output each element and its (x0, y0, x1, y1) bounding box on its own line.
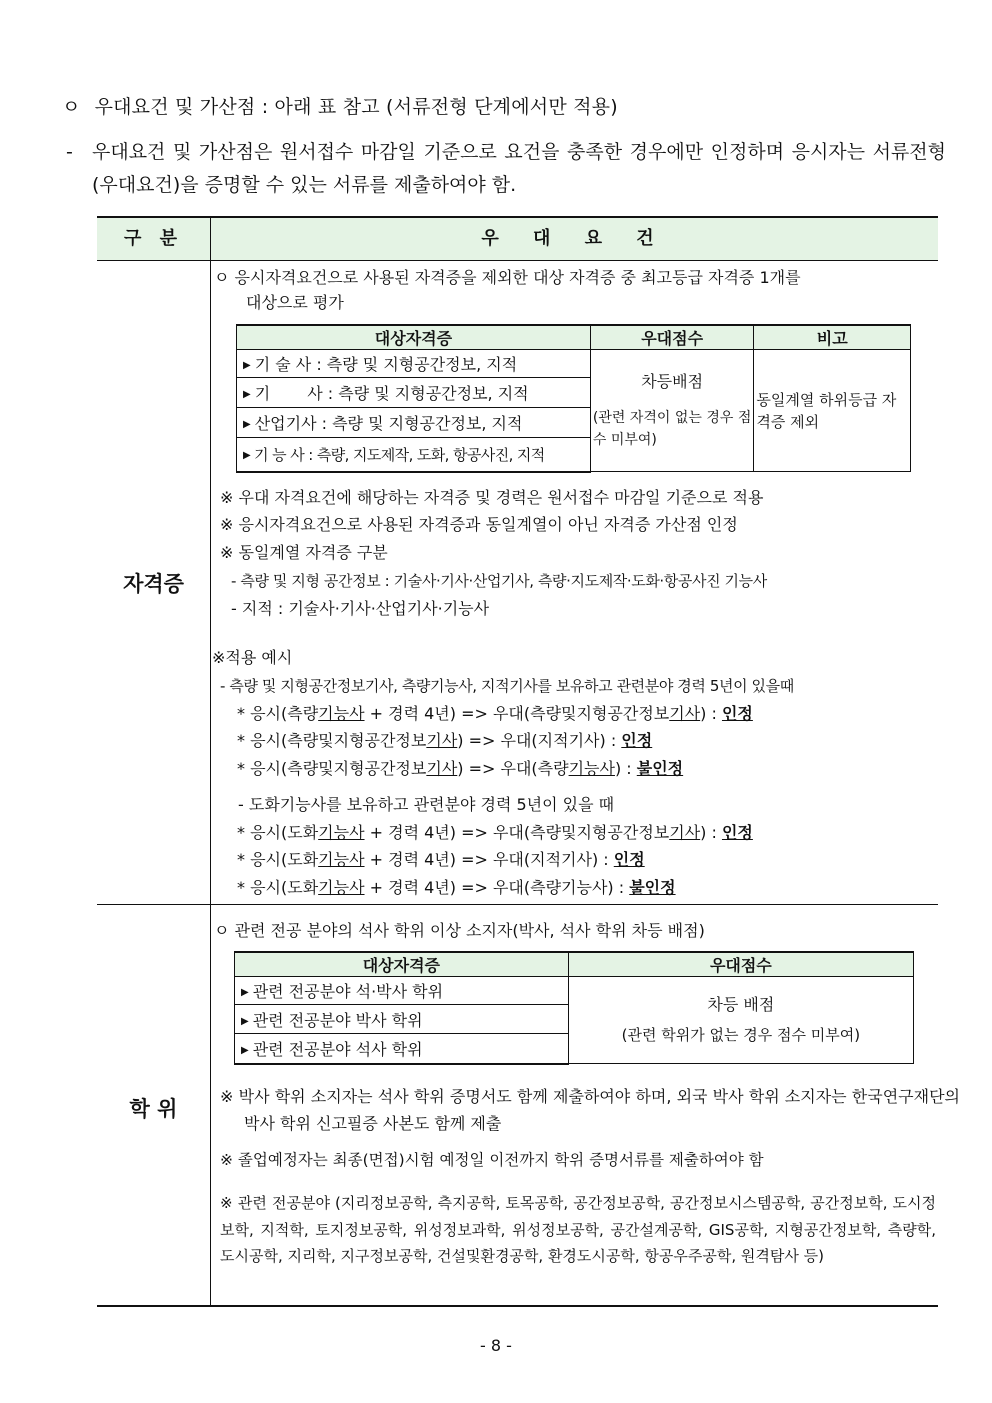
ex-underline: 기능사 (318, 878, 365, 897)
cert-note-4: - 측량 및 지형 공간정보 : 기술사·기사·산업기사, 측량·지도제작·도화·항공사진 기능사 (231, 572, 767, 590)
cert-note-5: - 지적 : 기술사·기사·산업기사·기능사 (231, 599, 490, 618)
intro-line-2-text: 우대요건 및 가산점은 원서접수 마감일 기준으로 요건을 충족한 경우에만 인정하며 응시자는 서류전형(우대요건)을 증명할 수 있는 서류를 제출하여야 함. (92, 141, 946, 196)
ex-result: 불인정 (629, 878, 676, 897)
example2-line-1 (237, 821, 753, 845)
header-category: 구 분 (97, 218, 211, 260)
table-row (235, 977, 914, 1005)
ex-text: * 응시(측량 (237, 704, 319, 723)
degree-target-text: 관련 전공분야 석·박사 학위 (252, 982, 444, 1001)
cert-target-cell (237, 408, 591, 438)
degree-note-3: ※ 관련 전공분야 (지리정보공학, 측지공학, 토목공학, 공간정보공학, 공간정보시스템공학, 공간정보학, 도시정보학, 지적학, 토지정보공학, 위성정보과학, 위성정보공학, 공간설계공학, GIS공학, 지형공간정보학, 측량학, 도시공학, 지리학, 지구정보공학, 건설및환경공학, 환경도시공학, 항공우주공학, 원격탐사 등) (220, 1194, 936, 1265)
cert-intro-line-1: ㅇ 응시자격요건으로 사용된 자격증을 제외한 대상 자격증 중 최고등급 자격증 1개를 (214, 268, 801, 287)
cert-score-sub: (관련 자격이 없는 경우 점수 미부여) (592, 409, 752, 448)
cert-note-3: ※ 동일계열 자격증 구분 (220, 543, 388, 562)
cert-col-target: 대상자격증 (237, 325, 591, 350)
ex-text: + 경력 4년) => 우대(측량및지형공간정보 (364, 704, 670, 723)
degree-score-cell (568, 977, 913, 1064)
ex-text: * 응시(도화 (237, 878, 319, 897)
cert-target-cell (237, 378, 591, 408)
triangle-right-icon: ▶ (241, 987, 249, 998)
degree-col-score: 우대점수 (568, 952, 913, 977)
example1-line-3 (237, 757, 683, 781)
ex-text: ) : (700, 823, 722, 842)
table-row (237, 350, 911, 378)
ex-text: ) : (700, 704, 722, 723)
ex-result: 인정 (721, 704, 753, 723)
intro-line-2 (66, 136, 946, 202)
ex-underline: 기사 (426, 731, 458, 750)
cert-target-text: 기 사 : 측량 및 지형공간정보, 지적 (254, 384, 529, 403)
example1-intro: - 측량 및 지형공간정보기사, 측량기능사, 지적기사를 보유하고 관련분야 경력 5년이 있을때 (220, 677, 794, 695)
degree-inner-header-row (235, 952, 914, 977)
ex-text: ) => 우대(측량 (457, 759, 569, 778)
cert-intro-line-2: 대상으로 평가 (246, 293, 344, 312)
column-divider (210, 260, 211, 1307)
cert-col-note: 비고 (754, 325, 911, 350)
ex-result: 불인정 (636, 759, 684, 778)
cert-target-cell (237, 438, 591, 472)
preference-table (97, 216, 960, 1307)
cert-note-1: ※ 우대 자격요건에 해당하는 자격증 및 경력은 원서접수 마감일 기준으로 적용 (220, 488, 764, 507)
triangle-right-icon: ▶ (243, 449, 251, 461)
ex-underline: 기능사 (568, 759, 615, 778)
triangle-right-icon: ▶ (243, 360, 251, 371)
degree-target-text: 관련 전공분야 박사 학위 (252, 1010, 423, 1030)
ex-text: + 경력 4년) => 우대(지적기사) : (364, 850, 614, 869)
ex-underline: 기사 (669, 704, 701, 723)
cert-col-score: 우대점수 (590, 325, 754, 350)
cert-note-text: 동일계열 하위등급 자격증 제외 (756, 390, 897, 431)
degree-target-cell (235, 1005, 569, 1034)
triangle-right-icon: ▶ (241, 1044, 249, 1056)
dash-marker: - (66, 141, 73, 163)
intro-line-1 (62, 92, 618, 119)
cert-target-cell (237, 350, 591, 378)
example2-line-2 (237, 848, 645, 872)
degree-intro: ㅇ 관련 전공 분야의 석사 학위 이상 소지자(박사, 석사 학위 차등 배점) (214, 921, 705, 940)
ex-underline: 기능사 (318, 823, 365, 842)
cert-target-text: 기 능 사 : 측량, 지도제작, 도화, 항공사진, 지적 (254, 445, 545, 464)
ex-result: 인정 (613, 850, 645, 869)
degree-target-text: 관련 전공분야 석사 학위 (252, 1039, 423, 1059)
degree-inner-table (234, 951, 914, 1065)
triangle-right-icon: ▶ (243, 389, 251, 400)
degree-score-sub: (관련 학위가 없는 경우 점수 미부여) (621, 1026, 861, 1044)
example-title: ※적용 예시 (212, 648, 293, 667)
row-divider (97, 904, 938, 905)
degree-note-2: ※ 졸업예정자는 최종(면접)시험 예정일 이전까지 학위 증명서류를 제출하여야 함 (220, 1151, 764, 1169)
cert-target-text: 기 술 사 : 측량 및 지형공간정보, 지적 (254, 355, 518, 374)
ex-result: 인정 (721, 823, 753, 842)
ex-text: * 응시(측량및지형공간정보 (237, 759, 427, 778)
degree-target-cell (235, 1034, 569, 1064)
example1-line-2 (237, 729, 652, 753)
ex-result: 인정 (621, 731, 653, 750)
degree-score-main: 차등 배점 (707, 995, 775, 1014)
ex-text: + 경력 4년) => 우대(측량및지형공간정보 (364, 823, 670, 842)
ex-underline: 기능사 (318, 850, 365, 869)
intro-line-1-text: 우대요건 및 가산점 : 아래 표 참고 (서류전형 단계에서만 적용) (94, 96, 618, 118)
ex-text: ) => 우대(지적기사) : (457, 731, 622, 750)
row-label-degree: 학 위 (129, 1097, 178, 1121)
table-header (97, 216, 938, 261)
ex-underline: 기사 (669, 823, 701, 842)
cert-target-text: 산업기사 : 측량 및 지형공간정보, 지적 (254, 414, 523, 433)
degree-col-target: 대상자격증 (235, 952, 569, 977)
ex-underline: 기능사 (318, 704, 365, 723)
ex-text: * 응시(도화 (237, 823, 319, 842)
header-requirements: 우 대 요 건 (481, 228, 668, 249)
cert-inner-table (236, 324, 911, 473)
degree-note-1: ※ 박사 학위 소지자는 석사 학위 증명서도 함께 제출하여야 하며, 외국 박사 학위 소지자는 한국연구재단의 박사 학위 신고필증 사본도 함께 제출 (220, 1087, 960, 1133)
cert-score-main: 차등배점 (641, 371, 704, 391)
cert-note-2: ※ 응시자격요건으로 사용된 자격증과 동일계열이 아닌 자격증 가산점 인정 (220, 515, 738, 534)
bullet-marker: ㅇ (62, 96, 81, 118)
ex-text: * 응시(도화 (237, 850, 319, 869)
ex-text: + 경력 4년) => 우대(측량기능사) : (364, 878, 630, 897)
ex-underline: 기사 (426, 759, 458, 778)
cert-inner-header-row (237, 325, 911, 350)
table-bottom-border (97, 1305, 938, 1307)
triangle-right-icon: ▶ (243, 419, 251, 430)
example2-intro: - 도화기능사를 보유하고 관련분야 경력 5년이 있을 때 (238, 795, 615, 814)
cert-note-cell (754, 350, 911, 472)
cert-score-cell (590, 350, 754, 472)
triangle-right-icon: ▶ (241, 1015, 249, 1027)
example1-line-1 (237, 702, 753, 726)
degree-target-cell (235, 977, 569, 1005)
ex-text: * 응시(측량및지형공간정보 (237, 731, 427, 750)
row-label-certificate: 자격증 (123, 572, 184, 596)
page-number: - 8 - (480, 1336, 512, 1355)
ex-text: ) : (614, 759, 637, 778)
example2-line-3 (237, 876, 676, 900)
